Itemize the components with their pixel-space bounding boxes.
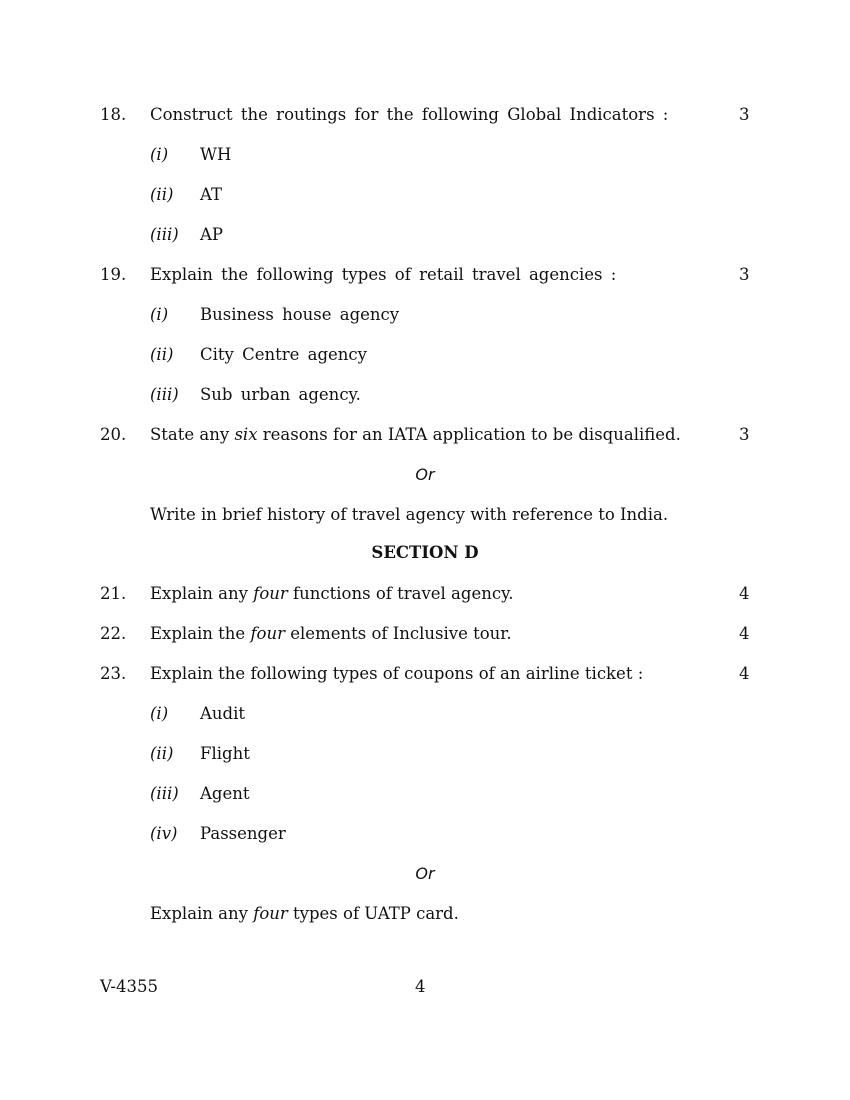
- q21-text-post: functions of travel agency.: [293, 584, 514, 603]
- q18-marks: 3: [739, 105, 750, 124]
- q19-marks: 3: [739, 265, 750, 284]
- q23-item-1-text: Audit: [200, 704, 246, 723]
- footer-code: V-4355: [100, 977, 158, 996]
- q20-number: 20.: [100, 425, 127, 444]
- q23-alt-post: types of UATP card.: [293, 904, 459, 923]
- q23-number: 23.: [100, 664, 127, 683]
- q21-text: [150, 584, 513, 603]
- q22-text-pre: Explain the: [150, 624, 246, 643]
- q22-text-post: elements of Inclusive tour.: [290, 624, 512, 643]
- q23-item-4-text: Passenger: [200, 824, 286, 843]
- q20-or: Or: [415, 465, 435, 484]
- q18-item-3-num: (iii): [150, 225, 179, 244]
- q20-alt-text: Write in brief history of travel agency with reference to India.: [150, 505, 669, 524]
- q18-item-2-text: AT: [200, 185, 223, 204]
- q21-text-pre: Explain any: [150, 584, 248, 603]
- q23-alt-pre: Explain any: [150, 904, 248, 923]
- q23-text: Explain the following types of coupons of an airline ticket :: [150, 664, 644, 683]
- q19-item-2-text: City Centre agency: [200, 345, 367, 364]
- q20-text: [150, 425, 681, 444]
- q19-number: 19.: [100, 265, 127, 284]
- q23-alt-em: four: [253, 904, 288, 923]
- q23-item-4-num: (iv): [150, 824, 178, 843]
- q23-item-3-text: Agent: [200, 784, 250, 803]
- q19-item-3-num: (iii): [150, 385, 179, 404]
- q19-item-2-num: (ii): [150, 345, 174, 364]
- q18-text: Construct the routings for the following Global Indicators :: [150, 105, 669, 124]
- q18-item-1-num: (i): [150, 145, 169, 164]
- q23-item-2-text: Flight: [200, 744, 250, 763]
- q21-marks: 4: [739, 584, 750, 603]
- section-d-heading: SECTION D: [371, 543, 479, 562]
- q23-marks: 4: [739, 664, 750, 683]
- q21-number: 21.: [100, 584, 127, 603]
- q23-item-2-num: (ii): [150, 744, 174, 763]
- q22-text: [150, 624, 512, 643]
- q23-item-3-num: (iii): [150, 784, 179, 803]
- q20-marks: 3: [739, 425, 750, 444]
- q20-text-post: reasons for an IATA application to be disqualified.: [262, 425, 681, 444]
- q19-item-1-text: Business house agency: [200, 305, 400, 324]
- q18-item-3-text: AP: [200, 225, 224, 244]
- q22-marks: 4: [739, 624, 750, 643]
- q19-item-1-num: (i): [150, 305, 169, 324]
- q22-number: 22.: [100, 624, 127, 643]
- q22-text-em: four: [250, 624, 286, 643]
- q19-item-3-text: Sub urban agency.: [200, 385, 361, 404]
- q23-item-1-num: (i): [150, 704, 169, 723]
- q23-or: Or: [415, 864, 435, 883]
- q19-text: Explain the following types of retail travel agencies :: [150, 265, 617, 284]
- q21-text-em: four: [253, 584, 288, 603]
- footer-page-number: 4: [415, 977, 426, 996]
- q20-text-em: six: [234, 425, 258, 444]
- q18-item-1-text: WH: [200, 145, 232, 164]
- q18-item-2-num: (ii): [150, 185, 174, 204]
- q23-alt-text: [150, 904, 459, 923]
- q18-number: 18.: [100, 105, 127, 124]
- q20-text-pre: State any: [150, 425, 230, 444]
